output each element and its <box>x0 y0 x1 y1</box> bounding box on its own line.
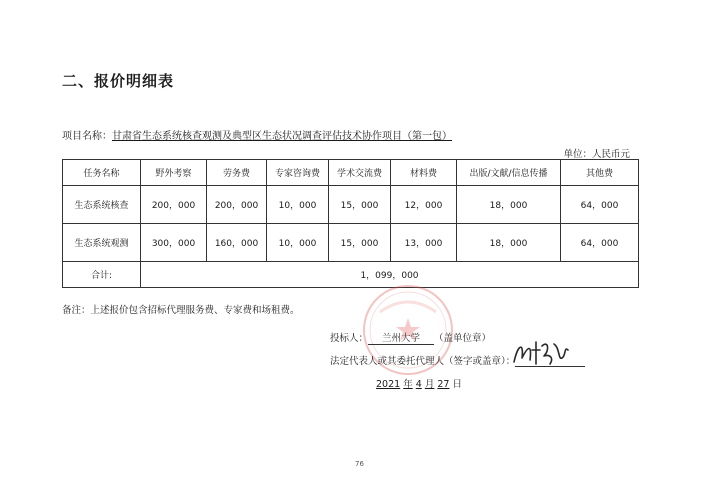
table-cell: 10，000 <box>267 186 329 224</box>
bidder-name: 兰州大学 <box>368 330 434 345</box>
bidder-label: 投标人： <box>330 333 369 344</box>
total-label: 合计: <box>63 262 141 288</box>
header-cell: 其他费 <box>561 160 639 186</box>
header-cell: 学术交流费 <box>329 160 391 186</box>
header-cell: 材料费 <box>391 160 457 186</box>
header-cell: 专家咨询费 <box>267 160 329 186</box>
date-month-unit: 月 <box>424 379 435 390</box>
table-cell: 生态系统观测 <box>63 224 141 262</box>
table-cell: 15，000 <box>329 186 391 224</box>
header-cell: 劳务费 <box>207 160 267 186</box>
table-cell: 15，000 <box>329 224 391 262</box>
table-cell: 12，000 <box>391 186 457 224</box>
table-cell: 10，000 <box>267 224 329 262</box>
project-name: 甘肃省生态系统核查观测及典型区生态状况调查评估技术协作项目（第一包） <box>112 131 452 142</box>
table-cell: 64，000 <box>561 224 639 262</box>
bidder-line <box>330 330 491 345</box>
table-cell: 生态系统核查 <box>63 186 141 224</box>
date-day-unit: 日 <box>452 379 463 390</box>
quote-table <box>62 159 639 288</box>
header-cell: 野外考察 <box>141 160 207 186</box>
bidder-suffix: （盖单位章） <box>434 333 492 344</box>
table-row <box>63 186 639 224</box>
currency-unit: 单位：人民币元 <box>563 149 630 160</box>
header-cell: 出版/文献/信息传播 <box>457 160 561 186</box>
header-cell: 任务名称 <box>63 160 141 186</box>
date-year-unit: 年 <box>403 379 413 390</box>
table-header-row <box>63 160 639 186</box>
table-cell: 13，000 <box>391 224 457 262</box>
table-cell: 18，000 <box>457 186 561 224</box>
representative-label: 法定代表人或其委托代理人（签字或盖章）： <box>330 356 516 367</box>
handwritten-signature <box>510 336 570 370</box>
table-row <box>63 224 639 262</box>
table-cell: 18，000 <box>457 224 561 262</box>
page-number: 76 <box>355 460 364 468</box>
date-month: 4 <box>415 379 422 390</box>
table-cell: 200，000 <box>141 186 207 224</box>
table-cell: 160，000 <box>207 224 267 262</box>
total-value: 1，099，000 <box>141 262 639 288</box>
date-year: 2021 <box>376 379 401 390</box>
table-cell: 200，000 <box>207 186 267 224</box>
signing-date <box>376 376 462 390</box>
table-cell: 64，000 <box>561 186 639 224</box>
date-day: 27 <box>437 379 450 390</box>
table-total-row <box>63 262 639 288</box>
project-label: 项目名称： <box>62 131 112 142</box>
section-title: 二、报价明细表 <box>62 72 175 90</box>
table-cell: 300，000 <box>141 224 207 262</box>
project-name-line <box>62 127 452 142</box>
remark-note: 备注：上述报价包含招标代理服务费、专家费和场租费。 <box>62 305 300 316</box>
